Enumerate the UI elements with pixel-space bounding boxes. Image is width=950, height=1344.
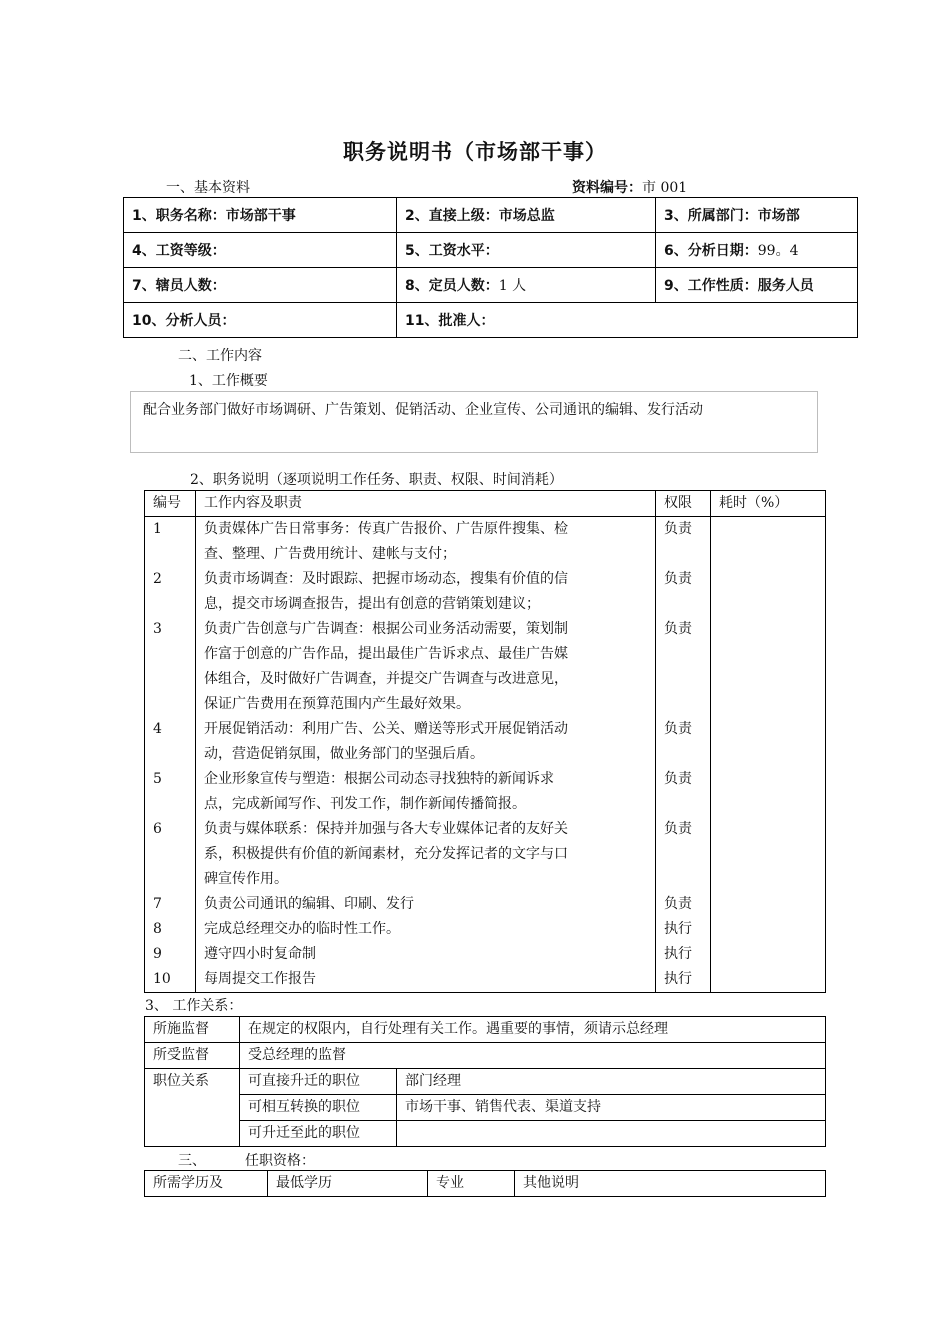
duty-authority: 负责 <box>664 621 692 637</box>
duty-authority: 执行 <box>664 971 692 987</box>
other-notes-label: 其他说明 <box>515 1171 826 1197</box>
duty-number-spacer <box>153 867 187 892</box>
duty-line: 查、整理、广告费用统计、建帐与支付； <box>204 546 456 562</box>
duty-line: 系，积极提供有价值的新闻素材，充分发挥记者的文字与口 <box>204 846 568 862</box>
duty-authority-spacer <box>664 642 702 667</box>
duty-line: 每周提交工作报告 <box>204 971 316 987</box>
duties-header-row <box>145 491 826 517</box>
duty-authority-spacer <box>664 692 702 717</box>
from-value <box>397 1121 826 1147</box>
duty-authority: 负责 <box>664 896 692 912</box>
duty-number-spacer <box>153 742 187 767</box>
duty-number-spacer <box>153 592 187 617</box>
duty-number-spacer <box>153 642 187 667</box>
relations-heading: 3、 工作关系： <box>145 998 243 1014</box>
duty-line: 负责市场调查：及时跟踪、把握市场动态，搜集有价值的信 <box>204 571 568 587</box>
section-qualification-num: 三、 <box>178 1153 206 1169</box>
basic-row <box>124 198 858 233</box>
duty-number-spacer <box>153 842 187 867</box>
col-header-time: 耗时（%） <box>711 491 826 517</box>
supervised-label: 所受监督 <box>145 1043 240 1069</box>
duty-line: 负责媒体广告日常事务：传真广告报价、广告原件搜集、检 <box>204 521 568 537</box>
duty-number-spacer <box>153 692 187 717</box>
duty-line: 息，提交市场调查报告，提出有创意的营销策划建议； <box>204 596 540 612</box>
relation-row <box>145 1121 826 1147</box>
duties-heading: 2、职务说明（逐项说明工作任务、职责、权限、时间消耗） <box>190 472 563 488</box>
major-label: 专业 <box>428 1171 515 1197</box>
duties-table <box>144 490 826 993</box>
duty-line: 负责与媒体联系：保持并加强与各大专业媒体记者的友好关 <box>204 821 568 837</box>
duty-number: 2 <box>153 571 162 587</box>
basic-row <box>124 233 858 268</box>
supervise-label: 所施监督 <box>145 1017 240 1043</box>
duty-line: 负责公司通讯的编辑、印刷、发行 <box>204 896 414 912</box>
promote-label: 可直接升迁的职位 <box>240 1069 397 1095</box>
duty-number: 5 <box>153 771 162 787</box>
min-edu-label: 最低学历 <box>268 1171 428 1197</box>
relation-row <box>145 1095 826 1121</box>
subordinates-cell: 7、辖员人数： <box>124 268 397 303</box>
duty-number: 8 <box>153 921 162 937</box>
duty-number: 10 <box>153 971 171 987</box>
duty-authority-spacer <box>664 792 702 817</box>
supervise-text: 在规定的权限内，自行处理有关工作。遇重要的事情，须请示总经理 <box>240 1017 826 1043</box>
duty-number: 4 <box>153 721 162 737</box>
page-title: 职务说明书（市场部干事） <box>343 140 607 164</box>
summary-heading: 1、工作概要 <box>189 373 268 389</box>
salary-grade-cell: 4、工资等级： <box>124 233 397 268</box>
salary-level-cell: 5、工资水平： <box>397 233 656 268</box>
duty-numbers <box>145 517 196 993</box>
department-cell: 3、所属部门：市场部 <box>656 198 858 233</box>
analyst-cell: 10、分析人员： <box>124 303 397 338</box>
doc-number-value: 市 001 <box>642 180 688 196</box>
duty-number: 6 <box>153 821 162 837</box>
supervised-text: 受总经理的监督 <box>240 1043 826 1069</box>
duty-line: 遵守四小时复命制 <box>204 946 316 962</box>
headcount-cell: 8、定员人数：1 人 <box>397 268 656 303</box>
section-basic-heading: 一、基本资料 <box>166 180 250 196</box>
relation-row <box>145 1043 826 1069</box>
duty-contents <box>196 517 656 993</box>
duty-authority-spacer <box>664 542 702 567</box>
col-header-authority: 权限 <box>656 491 711 517</box>
job-title-cell: 1、职务名称：市场部干事 <box>124 198 397 233</box>
section-work-heading: 二、工作内容 <box>178 348 262 364</box>
qualification-table <box>144 1170 826 1197</box>
duty-authority-spacer <box>664 842 702 867</box>
approver-cell: 11、批准人： <box>397 303 858 338</box>
duty-authority: 负责 <box>664 721 692 737</box>
duty-number: 1 <box>153 521 162 537</box>
basic-row <box>124 303 858 338</box>
duty-authority: 负责 <box>664 571 692 587</box>
section-qualification-heading: 任职资格： <box>245 1153 315 1169</box>
analysis-date-cell: 6、分析日期：99。4 <box>656 233 858 268</box>
duty-line: 负责广告创意与广告调查：根据公司业务活动需要，策划制 <box>204 621 568 637</box>
rotate-label: 可相互转换的职位 <box>240 1095 397 1121</box>
duties-body-row <box>145 517 826 993</box>
doc-number <box>572 177 687 197</box>
duty-number-spacer <box>153 667 187 692</box>
duty-number-spacer <box>153 792 187 817</box>
col-header-content: 工作内容及职责 <box>196 491 656 517</box>
duty-authority-spacer <box>664 667 702 692</box>
duty-authority: 负责 <box>664 771 692 787</box>
duty-authority: 执行 <box>664 921 692 937</box>
duty-line: 碑宣传作用。 <box>204 871 288 887</box>
duty-number: 9 <box>153 946 162 962</box>
rotate-value: 市场干事、销售代表、渠道支持 <box>397 1095 826 1121</box>
basic-info-table <box>123 197 858 338</box>
summary-box: 配合业务部门做好市场调研、广告策划、促销活动、企业宣传、公司通讯的编辑、发行活动 <box>130 391 818 453</box>
duty-line: 作富于创意的广告作品，提出最佳广告诉求点、最佳广告媒 <box>204 646 568 662</box>
relation-row <box>145 1017 826 1043</box>
duty-time-column <box>711 517 826 993</box>
duty-line: 保证广告费用在预算范围内产生最好效果。 <box>204 696 470 712</box>
duty-line: 点，完成新闻写作、刊发工作，制作新闻传播简报。 <box>204 796 526 812</box>
supervisor-cell: 2、直接上级：市场总监 <box>397 198 656 233</box>
qualification-header-row <box>145 1171 826 1197</box>
duty-line: 完成总经理交办的临时性工作。 <box>204 921 400 937</box>
duty-authority: 负责 <box>664 521 692 537</box>
duty-number: 7 <box>153 896 162 912</box>
duty-authorities <box>656 517 711 993</box>
edu-required-label: 所需学历及 <box>145 1171 268 1197</box>
work-nature-cell: 9、工作性质：服务人员 <box>656 268 858 303</box>
promote-value: 部门经理 <box>397 1069 826 1095</box>
duty-line: 动，营造促销氛围，做业务部门的坚强后盾。 <box>204 746 484 762</box>
duty-authority: 负责 <box>664 821 692 837</box>
duty-line: 企业形象宣传与塑造：根据公司动态寻找独特的新闻诉求 <box>204 771 554 787</box>
duty-authority: 执行 <box>664 946 692 962</box>
duty-line: 开展促销活动：利用广告、公关、赠送等形式开展促销活动 <box>204 721 568 737</box>
duty-number-spacer <box>153 542 187 567</box>
doc-number-label: 资料编号： <box>572 180 642 196</box>
duty-authority-spacer <box>664 867 702 892</box>
duty-line: 体组合，及时做好广告调查，并提交广告调查与改进意见， <box>204 671 568 687</box>
duty-authority-spacer <box>664 592 702 617</box>
relation-row <box>145 1069 826 1095</box>
col-header-no: 编号 <box>145 491 196 517</box>
relations-table <box>144 1016 826 1147</box>
duty-authority-spacer <box>664 742 702 767</box>
from-label: 可升迁至此的职位 <box>240 1121 397 1147</box>
basic-row <box>124 268 858 303</box>
position-label: 职位关系 <box>145 1069 240 1147</box>
duty-number: 3 <box>153 621 162 637</box>
